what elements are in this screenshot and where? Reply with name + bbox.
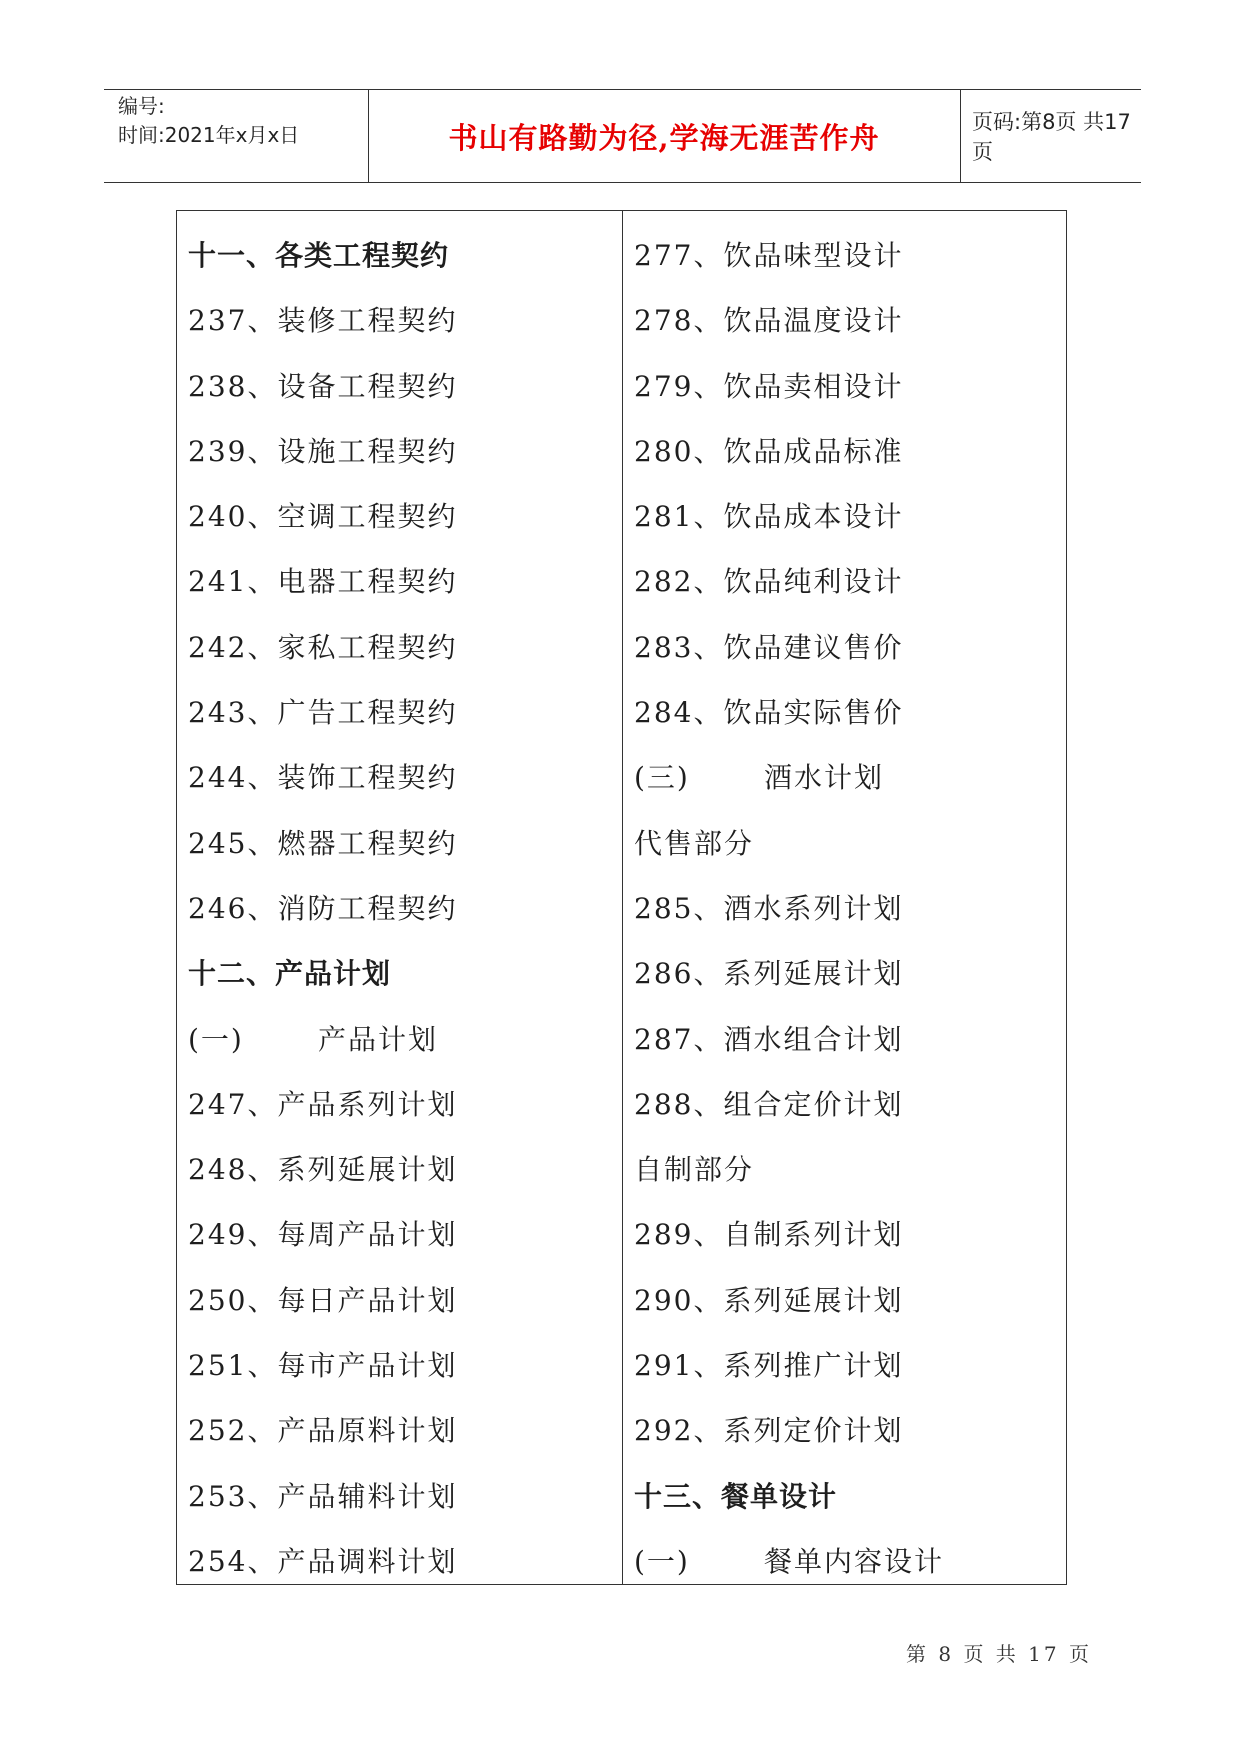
list-item-text: 酒水计划 [764, 761, 885, 795]
list-item-text: 250、每日产品计划 [188, 1283, 458, 1317]
list-item [634, 1268, 1066, 1333]
list-item-text: 245、燃器工程契约 [188, 826, 458, 860]
list-item [634, 811, 1066, 876]
right-column [623, 211, 1066, 1584]
header-divider-right [960, 90, 961, 182]
list-item-text: 十三、餐单设计 [634, 1479, 838, 1513]
list-item-text: 289、自制系列计划 [634, 1218, 904, 1252]
list-item-text: 246、消防工程契约 [188, 891, 458, 925]
list-item-text: 279、饮品卖相设计 [634, 369, 904, 403]
list-item-text: 254、产品调料计划 [188, 1544, 458, 1578]
list-item-text: 252、产品原料计划 [188, 1414, 458, 1448]
list-item-text: 十二、产品计划 [188, 957, 392, 991]
list-item [188, 1398, 622, 1463]
header-page-number: 页码:第8页 共17页 [972, 110, 1131, 164]
list-item [188, 419, 622, 484]
time-label: 时间:2021年x月x日 [118, 123, 300, 147]
section-heading [634, 1464, 1066, 1529]
list-item [634, 1333, 1066, 1398]
list-item-text: 249、每周产品计划 [188, 1218, 458, 1252]
list-item [634, 1529, 1066, 1594]
list-item-text: 十一、各类工程契约 [188, 239, 450, 272]
list-item [634, 1072, 1066, 1137]
list-item-text: 253、产品辅料计划 [188, 1479, 458, 1513]
list-item [188, 288, 622, 353]
page-footer: 第 8 页 共 17 页 [906, 1642, 1092, 1666]
list-item [634, 223, 1066, 288]
list-item-text: 248、系列延展计划 [188, 1153, 458, 1187]
doc-number-label: 编号: [118, 94, 165, 118]
list-item [188, 1007, 622, 1072]
list-item-text: 286、系列延展计划 [634, 957, 904, 991]
list-item-text: 240、空调工程契约 [188, 500, 458, 534]
list-item-text: 277、饮品味型设计 [634, 239, 904, 272]
subsection-number: (一) [634, 1544, 690, 1578]
list-item [188, 876, 622, 941]
list-item-text: 241、电器工程契约 [188, 565, 458, 599]
subsection-number: (一) [188, 1022, 244, 1056]
list-item [634, 1007, 1066, 1072]
list-item-text: 282、饮品纯利设计 [634, 565, 904, 599]
list-item [188, 745, 622, 810]
list-item-text: 283、饮品建议售价 [634, 630, 904, 664]
list-item-text: 244、装饰工程契约 [188, 761, 458, 795]
list-item-text: 280、饮品成品标准 [634, 434, 904, 468]
header-motto: 书山有路勤为径,学海无涯苦作舟 [448, 120, 880, 155]
section-heading [188, 223, 622, 288]
list-item [188, 1268, 622, 1333]
list-item-text: 餐单内容设计 [764, 1544, 945, 1578]
list-item-text: 产品计划 [318, 1022, 439, 1056]
list-item-text: 281、饮品成本设计 [634, 500, 904, 534]
list-item-text: 243、广告工程契约 [188, 696, 458, 730]
header-meta [118, 92, 368, 150]
list-item [634, 876, 1066, 941]
list-item-text: 238、设备工程契约 [188, 369, 458, 403]
list-item [634, 615, 1066, 680]
list-item-text: 291、系列推广计划 [634, 1349, 904, 1383]
list-item-text: 288、组合定价计划 [634, 1087, 904, 1121]
list-item-text: 247、产品系列计划 [188, 1087, 458, 1121]
list-item [634, 680, 1066, 745]
list-item [188, 811, 622, 876]
list-item [188, 680, 622, 745]
list-item [188, 354, 622, 419]
list-item-text: 代售部分 [634, 826, 755, 860]
list-item-text: 287、酒水组合计划 [634, 1022, 904, 1056]
list-item-text: 290、系列延展计划 [634, 1283, 904, 1317]
list-item-text: 251、每市产品计划 [188, 1349, 458, 1383]
list-item [634, 1202, 1066, 1267]
list-item [188, 615, 622, 680]
list-item [188, 1072, 622, 1137]
section-heading [188, 941, 622, 1006]
list-item [634, 549, 1066, 614]
list-item [634, 288, 1066, 353]
list-item-text: 自制部分 [634, 1153, 755, 1187]
list-item [634, 354, 1066, 419]
list-item [634, 419, 1066, 484]
list-item-text: 278、饮品温度设计 [634, 304, 904, 338]
list-item-text: 284、饮品实际售价 [634, 696, 904, 730]
list-item [634, 484, 1066, 549]
list-item [634, 941, 1066, 1006]
list-item [188, 484, 622, 549]
list-item [188, 1202, 622, 1267]
list-item-text: 237、装修工程契约 [188, 304, 458, 338]
list-item [188, 549, 622, 614]
list-item [188, 1333, 622, 1398]
content-table [176, 210, 1067, 1585]
list-item [634, 1398, 1066, 1463]
page-header [104, 89, 1141, 183]
left-column [177, 211, 623, 1584]
list-item [634, 745, 1066, 810]
subsection-number: (三) [634, 761, 690, 795]
list-item-text: 242、家私工程契约 [188, 630, 458, 664]
list-item [634, 1137, 1066, 1202]
list-item [188, 1529, 622, 1594]
list-item [188, 1137, 622, 1202]
list-item-text: 292、系列定价计划 [634, 1414, 904, 1448]
list-item-text: 239、设施工程契约 [188, 434, 458, 468]
list-item [188, 1464, 622, 1529]
list-item-text: 285、酒水系列计划 [634, 891, 904, 925]
